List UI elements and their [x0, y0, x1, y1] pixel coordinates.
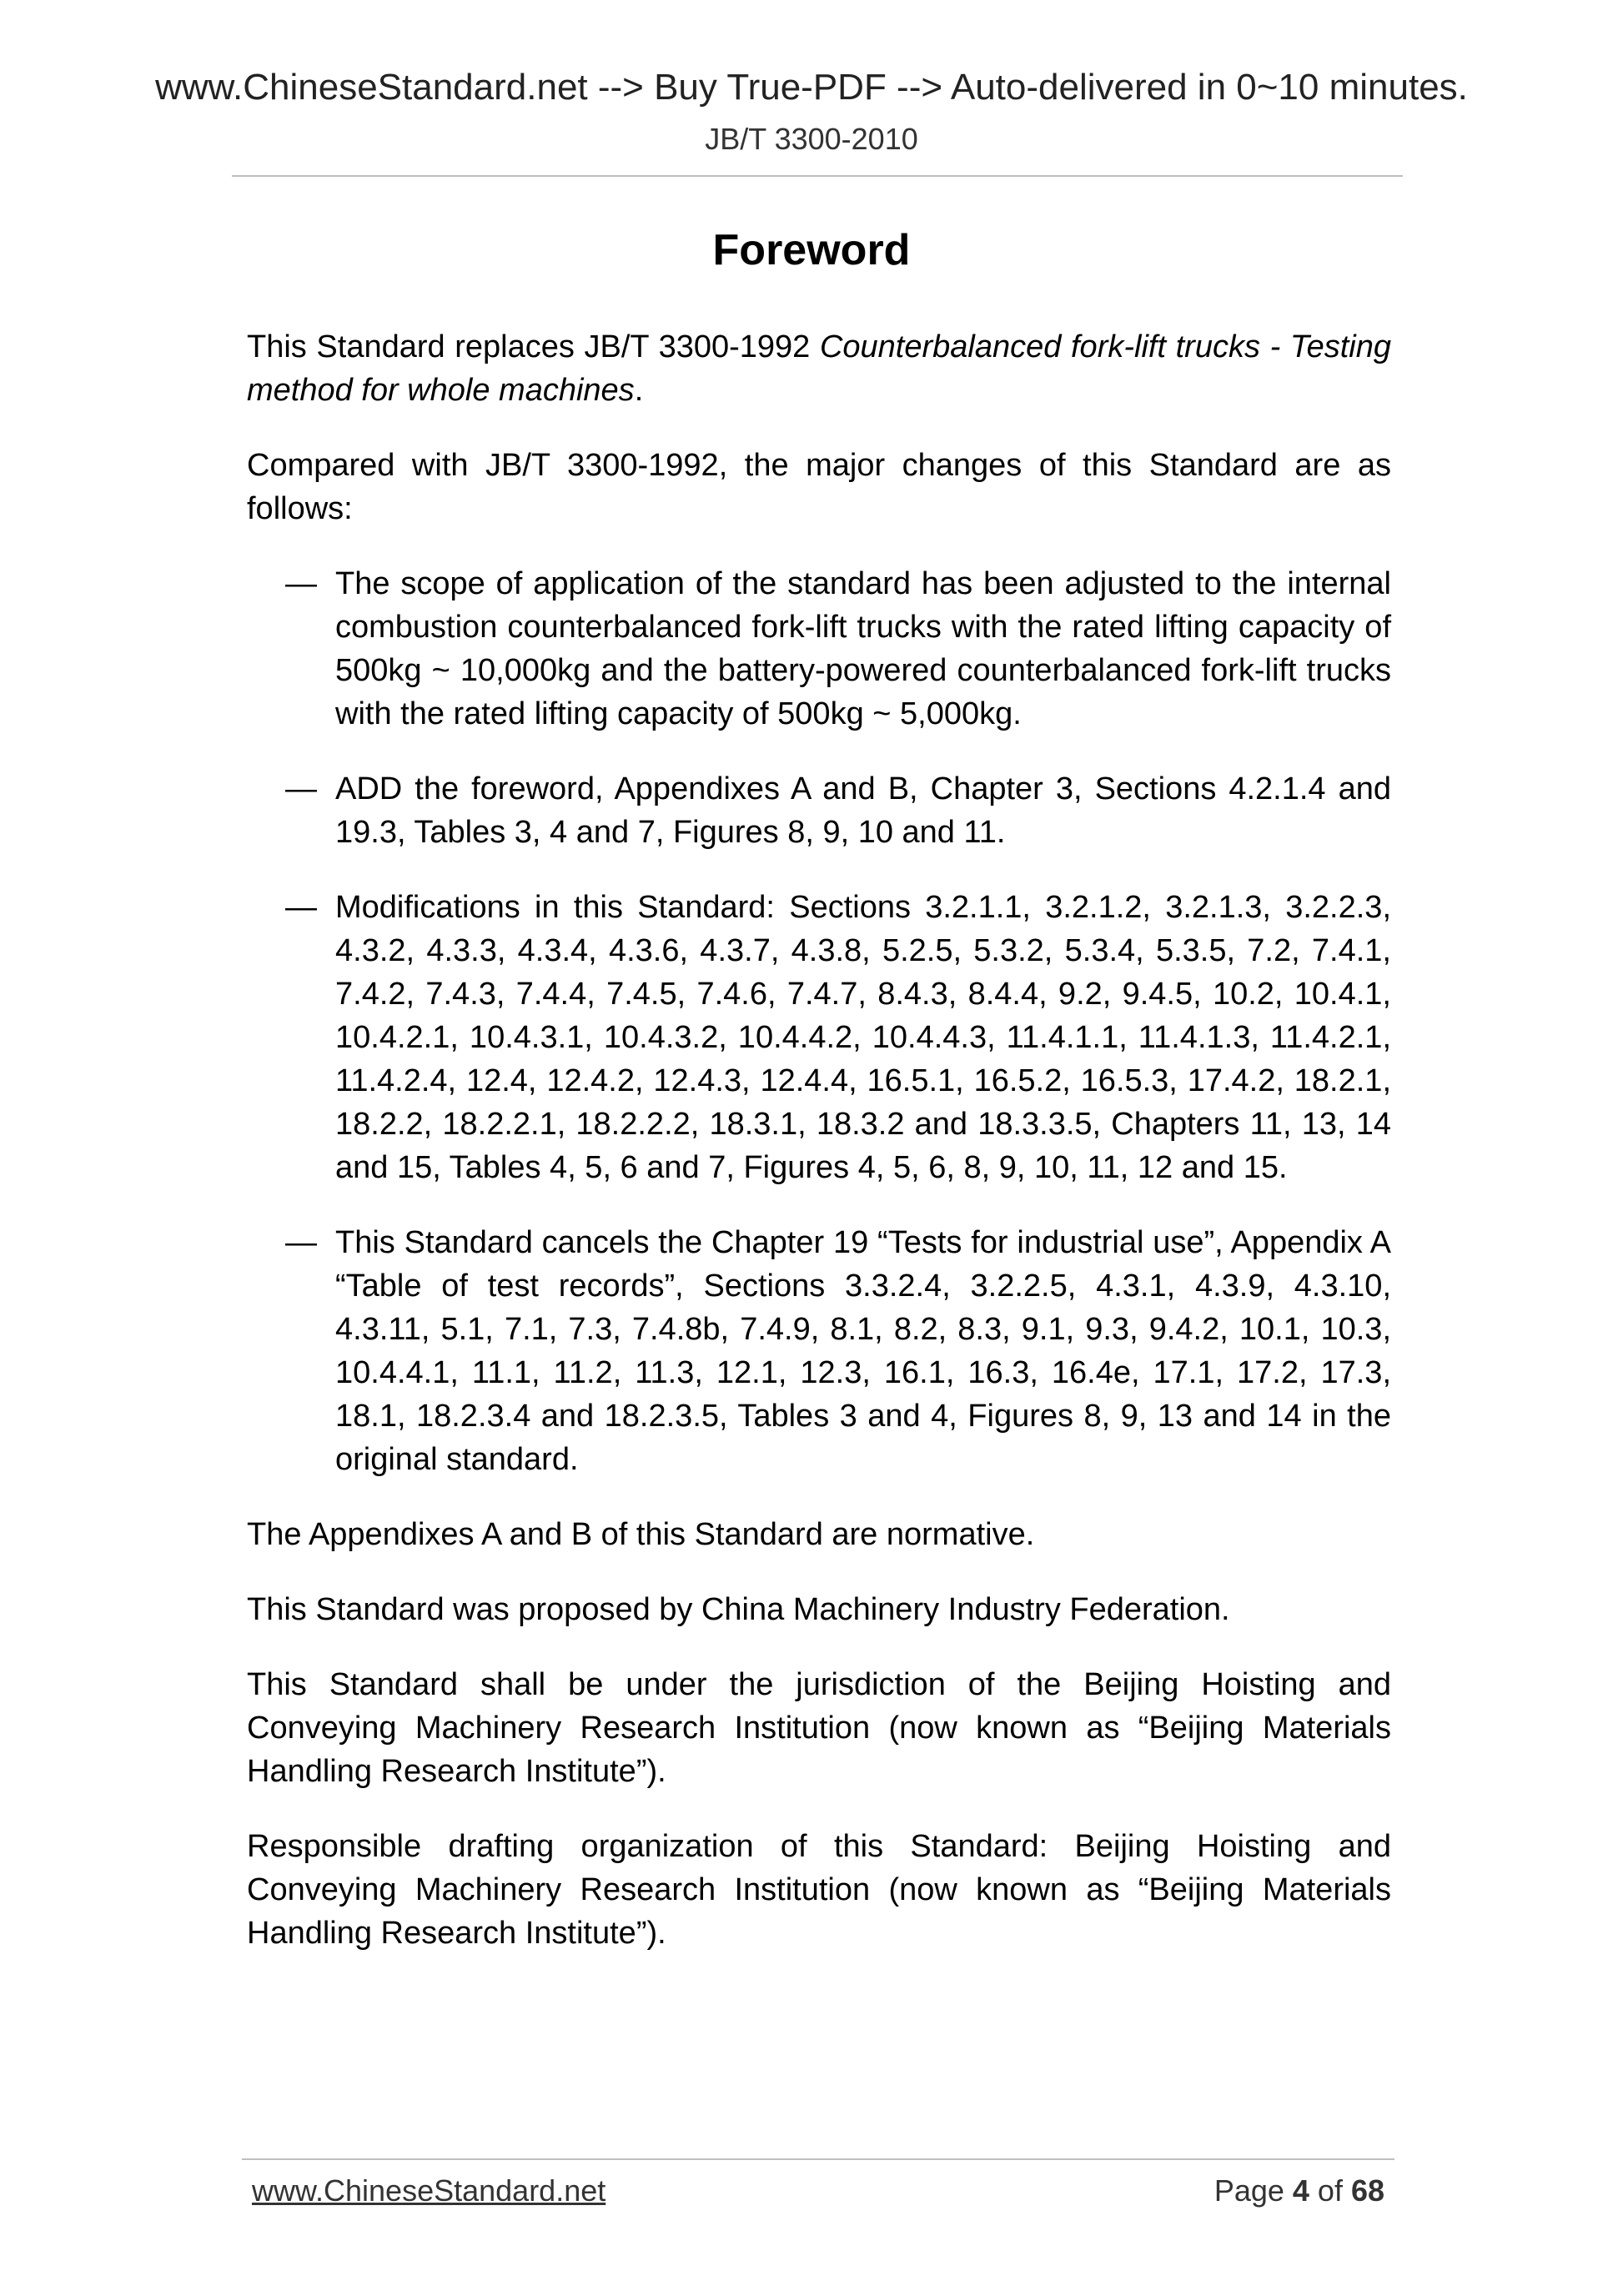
em-dash-bullet: —	[285, 566, 317, 601]
page-number	[1214, 2173, 1384, 2208]
intro-text-before: This Standard replaces JB/T 3300-1992	[247, 329, 820, 364]
page-title: Foreword	[712, 226, 911, 274]
standard-code: JB/T 3300-2010	[705, 122, 918, 156]
jurisdiction-paragraph: This Standard shall be under the jurisdiction of the Beijing Hoisting and Conveying Machinery Research Institution (now known as “Beijing Materials Handling Research Institute”).	[247, 1667, 1391, 1789]
footer-divider	[242, 2158, 1394, 2160]
drafting-paragraph: Responsible drafting organization of this Standard: Beijing Hoisting and Conveying Machinery Research Institution (now known as “Beijing Materials Handling Research Institute”).	[247, 1829, 1391, 1951]
em-dash-bullet: —	[285, 890, 317, 925]
intro-text-after: .	[634, 373, 644, 408]
replaced-standard-title: Counterbalanced fork-lift trucks - Testing method for whole machines	[247, 329, 1391, 408]
list-item	[247, 886, 1391, 1189]
list-item-text: This Standard cancels the Chapter 19 “Tests for industrial use”, Appendix A “Table of test records”, Sections 3.3.2.4, 3.2.2.5, 4.3.1, 4.3.9, 4.3.10, 4.3.11, 5.1, 7.1, 7.3, 7.4.8b, 7.4.9, 8.1, 8.2, 8.3, 9.1, 9.3, 9.4.2, 10.1, 10.3, 10.4.4.1, 11.1, 11.2, 11.3, 12.1, 12.3, 16.1, 16.3, 16.4e, 17.1, 17.2, 17.3, 18.1, 18.2.3.4 and 18.2.3.5, Tables 3 and 4, Figures 8, 9, 13 and 14 in the original standard.	[335, 1225, 1391, 1477]
page-word: Page	[1213, 2173, 1293, 2208]
header-banner: www.ChineseStandard.net --> Buy True-PDF --> Auto-delivered in 0~10 minutes.	[155, 67, 1468, 108]
footer-website-link[interactable]: www.ChineseStandard.net	[252, 2173, 606, 2208]
list-item-text: Modifications in this Standard: Sections 3.2.1.1, 3.2.1.2, 3.2.1.3, 3.2.2.3, 4.3.2, 4.3.3, 4.3.4, 4.3.6, 4.3.7, 4.3.8, 5.2.5, 5.3.2, 5.3.4, 5.3.5, 7.2, 7.4.1, 7.4.2, 7.4.3, 7.4.4, 7.4.5, 7.4.6, 7.4.7, 8.4.3, 8.4.4, 9.2, 9.4.5, 10.2, 10.4.1, 10.4.2.1, 10.4.3.1, 10.4.3.2, 10.4.4.2, 10.4.4.3, 11.4.1.1, 11.4.1.3, 11.4.2.1, 11.4.2.4, 12.4, 12.4.2, 12.4.3, 12.4.4, 16.5.1, 16.5.2, 16.5.3, 17.4.2, 18.2.1, 18.2.2, 18.2.2.1, 18.2.2.2, 18.3.1, 18.3.2 and 18.3.3.5, Chapters 11, 13, 14 and 15, Tables 4, 5, 6 and 7, Figures 4, 5, 6, 8, 9, 10, 11, 12 and 15.	[335, 890, 1391, 1185]
header-divider	[232, 175, 1403, 177]
page-of: of	[1309, 2173, 1351, 2208]
page-current: 4	[1292, 2173, 1309, 2208]
intro-paragraph	[247, 325, 1391, 412]
appendixes-paragraph: The Appendixes A and B of this Standard are normative.	[247, 1517, 1035, 1552]
list-item-text: The scope of application of the standard has been adjusted to the internal combustion counterbalanced fork-lift trucks with the rated lifting capacity of 500kg ~ 10,000kg and the battery-powered counterbalanced fork-lift trucks with the rated lifting capacity of 500kg ~ 5,000kg.	[335, 566, 1391, 731]
page-total: 68	[1350, 2173, 1384, 2208]
document-body	[247, 325, 1391, 1987]
em-dash-bullet: —	[285, 771, 317, 806]
list-item	[247, 767, 1391, 854]
list-item-text: ADD the foreword, Appendixes A and B, Chapter 3, Sections 4.2.1.4 and 19.3, Tables 3, 4 and 7, Figures 8, 9, 10 and 11.	[335, 771, 1391, 850]
list-item	[247, 562, 1391, 736]
em-dash-bullet: —	[285, 1225, 317, 1260]
proposed-paragraph: This Standard was proposed by China Machinery Industry Federation.	[247, 1592, 1230, 1627]
compared-paragraph: Compared with JB/T 3300-1992, the major changes of this Standard are as follows:	[247, 448, 1391, 526]
list-item	[247, 1221, 1391, 1481]
